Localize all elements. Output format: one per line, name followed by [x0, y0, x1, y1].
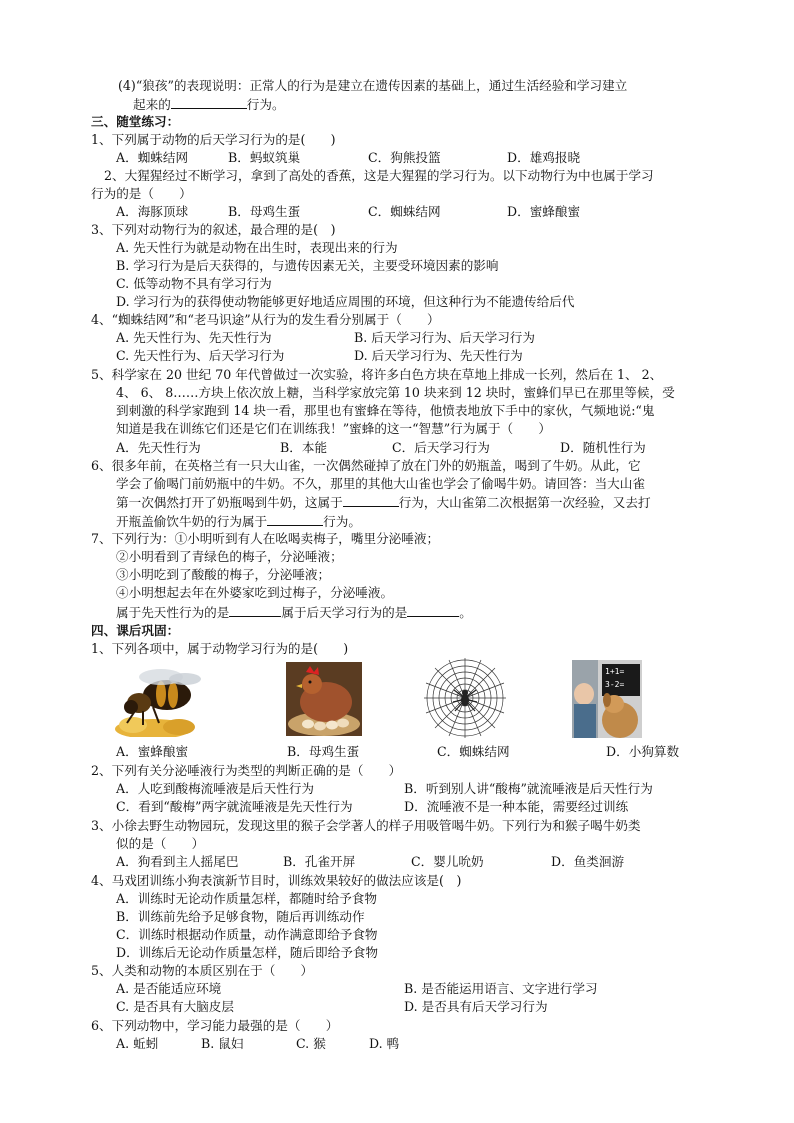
s3-q6-line-1: 6、很多年前，在英格兰有一只大山雀，一次偶然碰掉了放在门外的奶瓶盖，喝到了牛奶。从此，它 [91, 458, 641, 473]
option-a[interactable]: A. 先天性行为就是动物在出生时，表现出来的行为 [116, 240, 398, 255]
option-a[interactable]: A．人吃到酸梅流唾液是后天性行为 [116, 781, 315, 796]
option-c[interactable]: C．蜘蛛结网 [437, 744, 510, 759]
intro-line-1: (4)“狼孩”的表现说明：正常人的行为是建立在遗传因素的基础上，通过生活经验和学习建立 [118, 78, 628, 93]
s3-q2-stem-1: 2、大猩猩经过不断学习，拿到了高处的香蕉，这是大猩猩的学习行为。以下动物行为中也属于学习 [104, 168, 654, 183]
option-a[interactable]: A．海豚顶球 [116, 204, 189, 219]
s4-q3-line-2: 似的是（ ） [116, 836, 205, 851]
board-line-2: 3-2= [605, 680, 625, 689]
option-d[interactable]: D．鱼类洄游 [551, 854, 625, 869]
option-b[interactable]: B. 后天学习行为、后天学习行为 [354, 330, 535, 345]
option-a[interactable]: A．蜘蛛结网 [116, 150, 189, 165]
option-b[interactable]: B．本能 [280, 440, 328, 455]
option-b[interactable]: B．蚂蚁筑巢 [228, 150, 301, 165]
option-a[interactable]: A. 先天性行为、先天性行为 [116, 330, 272, 345]
option-b[interactable]: B．母鸡生蛋 [228, 204, 301, 219]
s3-q5-line-3: 到刺激的科学家跑到 14 块一看，那里也有蜜蜂在等待，他愤表地放下手中的家伙，气频地说:“鬼 [116, 403, 655, 418]
option-d[interactable]: D．蜜蜂酿蜜 [507, 204, 581, 219]
option-c[interactable]: C．后天学习行为 [392, 440, 490, 455]
option-d[interactable]: D．雄鸡报晓 [507, 150, 581, 165]
option-d[interactable]: D. 后天学习行为、先天性行为 [354, 348, 523, 363]
s3-q7-line-2: ②小明看到了青绿色的梅子，分泌唾液； [116, 549, 343, 564]
hen-eggs-image [286, 662, 362, 736]
s4-q2-stem: 2、下列有关分泌唾液行为类型的判断正确的是（ ） [91, 763, 402, 778]
section-4-title: 四、课后巩固： [91, 623, 180, 638]
s4-q1-stem: 1、下列各项中，属于动物学习行为的是( ) [91, 641, 349, 656]
s3-q7-line-1: 7、下列行为：①小明听到有人在吆喝卖梅子，嘴里分泌唾液； [91, 531, 440, 546]
option-b[interactable]: B. 是否能运用语言、文字进行学习 [404, 981, 598, 996]
s3-q5-line-4: 知道是我在训练它们还是它们在训练我！”蜜蜂的这一“智慧”行为属于（ ） [116, 421, 551, 436]
option-d[interactable]: D．随机性行为 [560, 440, 646, 455]
answer-blank[interactable] [229, 603, 281, 617]
option-b[interactable]: B．母鸡生蛋 [287, 744, 360, 759]
option-a[interactable]: A. 是否能适应环境 [116, 981, 222, 996]
option-a[interactable]: A．先天性行为 [116, 440, 201, 455]
s3-q3-stem: 3、下列对动物行为的叙述，最合理的是( ) [91, 222, 336, 237]
spider-web-image [422, 656, 508, 740]
s3-q6-line-2: 学会了偷喝门前奶瓶中的牛奶。不久，那里的其他大山雀也学会了偷喝牛奶。请回答：当大山雀 [116, 476, 645, 491]
s3-q1-stem: 1、下列属于动物的后天学习行为的是( ) [91, 132, 336, 147]
board-line-1: 1+1= [605, 667, 625, 676]
option-d[interactable]: D．小狗算数 [606, 744, 680, 759]
option-b[interactable]: B．孔雀开屏 [283, 854, 356, 869]
option-c[interactable]: C. 先天性行为、后天学习行为 [116, 348, 285, 363]
option-a[interactable]: A．训练时无论动作质量怎样，都随时给予食物 [116, 891, 377, 906]
s3-q4-stem: 4、“蜘蛛结网”和“老马识途”从行为的发生看分别属于（ ） [91, 312, 440, 327]
s3-q5-line-1: 5、科学家在 20 世纪 70 年代曾做过一次实验，将许多白色方块在草地上排成一长列，然后在 1、 2、 [91, 367, 663, 382]
option-c[interactable]: C．蜘蛛结网 [368, 204, 441, 219]
option-b[interactable]: B．听到别人讲“酸梅”就流唾液是后天性行为 [404, 781, 653, 796]
intro-line-2: 起来的 行为。 [133, 97, 285, 112]
option-b[interactable]: B. 鼠妇 [201, 1036, 244, 1051]
option-c[interactable]: C．狗熊投篮 [368, 150, 441, 165]
s3-q6-line-3: 第一次偶然打开了奶瓶喝到牛奶，这属于 行为，大山雀第二次根据第一次经验，又去打 [116, 495, 651, 510]
option-c[interactable]: C. 低等动物不具有学习行为 [116, 276, 272, 291]
s3-q6-line-4: 开瓶盖偷饮牛奶的行为属于 行为。 [116, 514, 361, 529]
option-c[interactable]: C．训练时根据动作质量，动作满意即给予食物 [116, 927, 378, 942]
answer-blank[interactable] [171, 95, 247, 109]
option-c[interactable]: C. 是否具有大脑皮层 [116, 999, 234, 1014]
s4-q5-stem: 5、人类和动物的本质区别在于（ ） [91, 963, 314, 978]
s4-q3-line-1: 3、小徐去野生动物园玩，发现这里的猴子会学著人的样子用吸管喝牛奶。下列行为和猴子喝牛奶类 [91, 818, 641, 833]
answer-blank[interactable] [343, 493, 399, 507]
s4-q6-stem: 6、下列动物中，学习能力最强的是（ ） [91, 1018, 339, 1033]
option-d[interactable]: D. 是否具有后天学习行为 [404, 999, 548, 1014]
dog-math-image [572, 660, 642, 738]
section-3-title: 三、随堂练习： [91, 114, 180, 129]
option-d[interactable]: D. 鸭 [369, 1036, 400, 1051]
option-d[interactable]: D. 学习行为的获得使动物能够更好地适应周围的环境，但这种行为不能遗传给后代 [116, 294, 575, 309]
s3-q7-line-4: ④小明想起去年在外婆家吃到过梅子，分泌唾液。 [116, 585, 394, 600]
option-d[interactable]: D．流唾液不是一种本能，需要经过训练 [404, 799, 629, 814]
option-a[interactable]: A. 蚯蚓 [116, 1036, 159, 1051]
answer-blank[interactable] [267, 512, 323, 526]
option-c[interactable]: C．看到“酸梅”两字就流唾液是先天性行为 [116, 799, 353, 814]
answer-blank[interactable] [407, 603, 459, 617]
option-c[interactable]: C. 猴 [296, 1036, 326, 1051]
option-a[interactable]: A．狗看到主人摇尾巴 [116, 854, 239, 869]
s3-q7-line-5: 属于先天性行为的是 属于后天学习行为的是 。 [116, 605, 472, 620]
option-b[interactable]: B. 学习行为是后天获得的，与遗传因素无关，主要受环境因素的影响 [116, 258, 499, 273]
s3-q7-line-3: ③小明吃到了酸酸的梅子，分泌唾液； [116, 567, 331, 582]
s4-q4-stem: 4、马戏团训练小狗表演新节目时，训练效果较好的做法应该是( ) [91, 873, 462, 888]
option-d[interactable]: D．训练后无论动作质量怎样，随后即给予食物 [116, 945, 378, 960]
s3-q5-line-2: 4、 6、 8……方块上依次放上糖，当科学家放完第 10 块来到 12 块时，蜜蜂们早已在那里等候，受 [116, 385, 675, 400]
bee-honey-image [113, 663, 205, 737]
s3-q2-stem-2: 行为的是（ ） [91, 186, 192, 201]
option-b[interactable]: B．训练前先给予足够食物，随后再训练动作 [116, 909, 365, 924]
option-a[interactable]: A．蜜蜂酿蜜 [116, 744, 189, 759]
option-c[interactable]: C．婴儿吮奶 [411, 854, 484, 869]
